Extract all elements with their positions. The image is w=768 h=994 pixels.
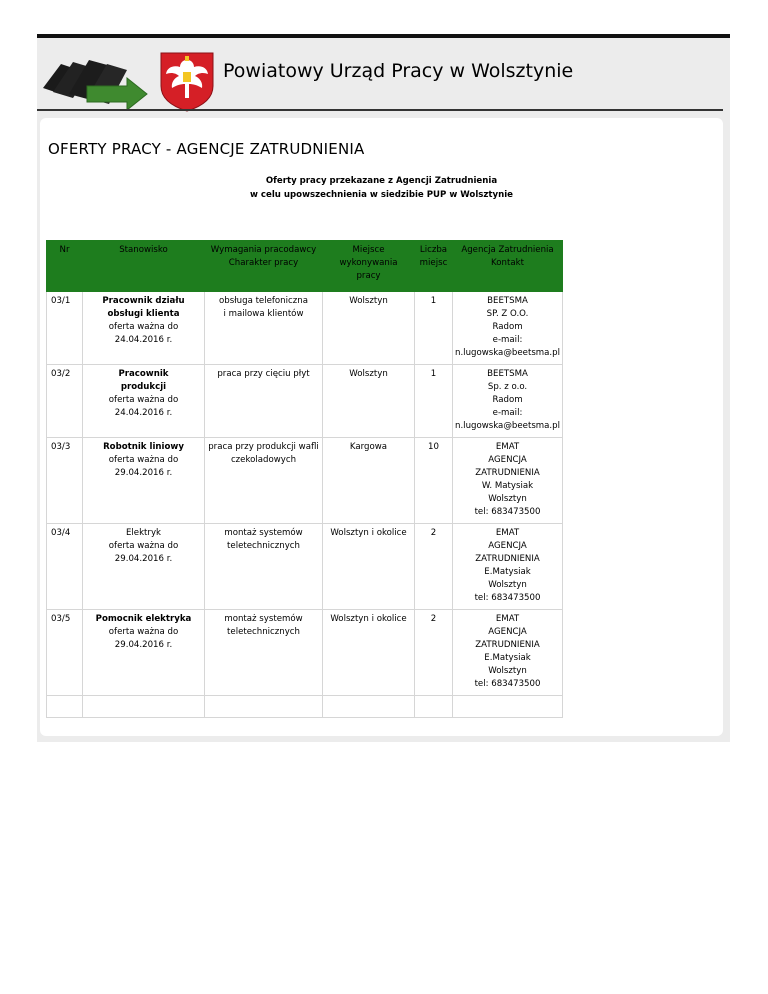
page-title: OFERTY PRACY - AGENCJE ZATRUDNIENIA [48,140,365,158]
table-row [47,365,563,438]
column-header-requirements: Wymagania pracodawcy Charakter pracy [205,241,323,292]
offer-requirements: obsługa telefoniczna i mailowa klientów [205,292,323,365]
main-content [40,118,723,736]
county-coat-of-arms-icon [158,50,216,112]
job-offers-table [46,240,563,718]
offer-count: 1 [415,365,453,438]
offer-agency: EMAT AGENCJA ZATRUDNIENIA E.Matysiak Wolsztyn tel: 683473500 [453,610,563,696]
column-header-position: Stanowisko [83,241,205,292]
intro-text [40,174,723,202]
table-row-empty [47,696,563,718]
offer-requirements: praca przy produkcji wafli czekoladowych [205,438,323,524]
offer-count: 2 [415,524,453,610]
offer-place: Wolsztyn i okolice [323,610,415,696]
column-header-agency: Agencja Zatrudnienia Kontakt [453,241,563,292]
offer-number: 03/2 [47,365,83,438]
table-row [47,524,563,610]
offer-place: Kargowa [323,438,415,524]
offer-agency: BEETSMA SP. Z O.O. Radom e-mail: n.lugowska@beetsma.pl [453,292,563,365]
offer-agency: EMAT AGENCJA ZATRUDNIENIA E.Matysiak Wolsztyn tel: 683473500 [453,524,563,610]
offer-position: Elektryk oferta ważna do 29.04.2016 r. [83,524,205,610]
offer-position: Pracownik produkcji oferta ważna do 24.04.2016 r. [83,365,205,438]
offer-count: 1 [415,292,453,365]
offer-count: 2 [415,610,453,696]
offer-count: 10 [415,438,453,524]
offer-place: Wolsztyn [323,365,415,438]
offer-number: 03/3 [47,438,83,524]
offer-place: Wolsztyn [323,292,415,365]
offer-requirements: montaż systemów teletechnicznych [205,524,323,610]
offer-position: Pracownik działu obsługi klienta oferta ważna do 24.04.2016 r. [83,292,205,365]
table-row [47,610,563,696]
column-header-nr: Nr [47,241,83,292]
offer-number: 03/4 [47,524,83,610]
column-header-count: Liczba miejsc [415,241,453,292]
column-header-place: Miejsce wykonywania pracy [323,241,415,292]
table-row [47,438,563,524]
stacked-cards-with-arrow-icon[interactable] [39,48,151,110]
intro-line: Oferty pracy przekazane z Agencji Zatrudnienia [265,176,498,186]
offer-requirements: praca przy cięciu płyt [205,365,323,438]
offer-agency: BEETSMA Sp. z o.o. Radom e-mail: n.lugowska@beetsma.pl [453,365,563,438]
site-header [37,38,730,114]
offer-number: 03/5 [47,610,83,696]
intro-line: w celu upowszechnienia w siedzibie PUP w Wolsztynie [249,190,513,200]
offer-requirements: montaż systemów teletechnicznych [205,610,323,696]
table-row [47,292,563,365]
offer-position: Robotnik liniowy oferta ważna do 29.04.2016 r. [83,438,205,524]
site-title: Powiatowy Urząd Pracy w Wolsztynie [223,60,574,82]
offer-number: 03/1 [47,292,83,365]
table-header-row [47,241,563,292]
offer-agency: EMAT AGENCJA ZATRUDNIENIA W. Matysiak Wolsztyn tel: 683473500 [453,438,563,524]
offer-position: Pomocnik elektryka oferta ważna do 29.04.2016 r. [83,610,205,696]
offer-place: Wolsztyn i okolice [323,524,415,610]
header-divider [37,109,723,111]
